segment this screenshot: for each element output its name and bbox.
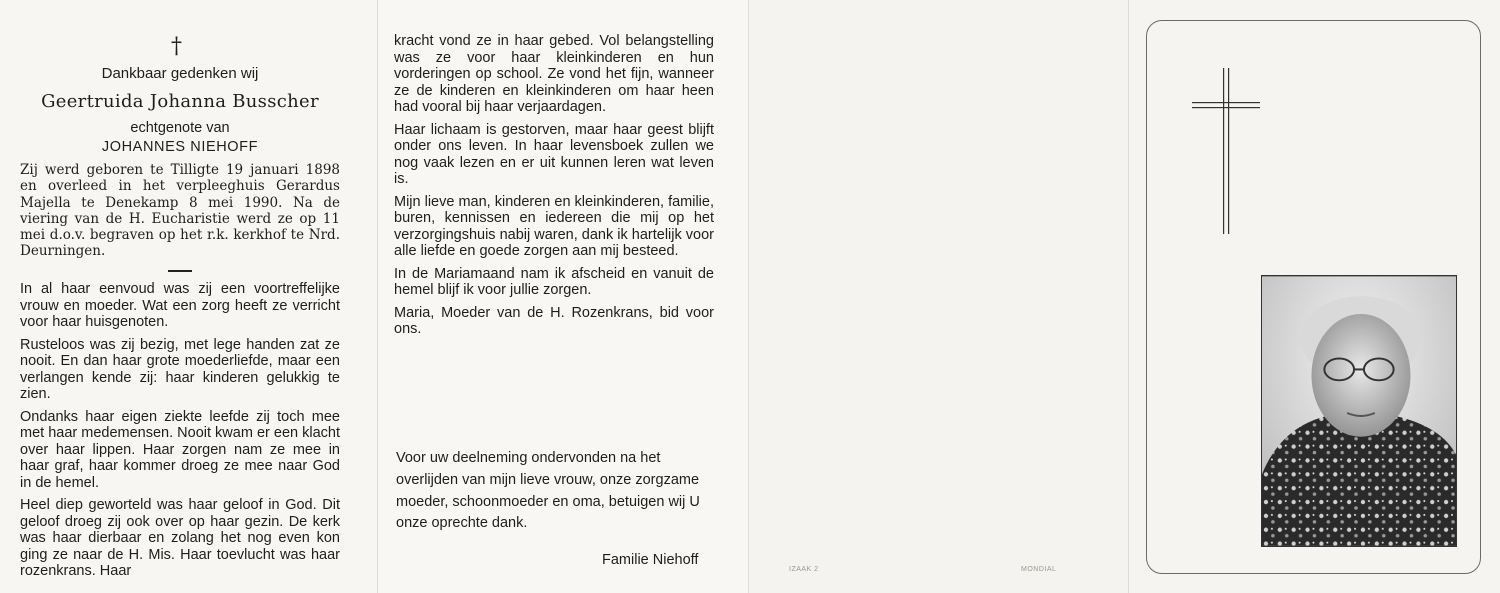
- paragraph: Maria, Moeder van de H. Rozenkrans, bid voor ons.: [394, 304, 714, 337]
- photo-page: [1128, 0, 1500, 593]
- middle-page: [378, 0, 748, 593]
- left-page: [0, 0, 378, 593]
- thanks-text: Voor uw deelneming ondervonden na het overlijden van mijn lieve vrouw, onze zorgzame moeder, schoonmoeder en oma, betuigen wij U onze oprechte dank.: [396, 450, 700, 532]
- back-page: [748, 0, 1128, 593]
- cross-icon: [1192, 68, 1262, 238]
- cross-icon: †: [171, 34, 182, 59]
- paragraph: Haar lichaam is gestorven, maar haar geest blijft onder ons leven. In haar levensboek zullen we nog vaak lezen en er uit kunnen leren wat leven is.: [394, 121, 714, 187]
- spouse-label: echtgenote van: [130, 120, 230, 136]
- paragraph: Rusteloos was zij bezig, met lege handen zat ze nooit. En dan haar grote moederliefde, maar een verlangen kende zij: haar kinderen gelukkig te zien.: [20, 336, 340, 402]
- paragraph: Heel diep geworteld was haar geloof in God. Dit geloof droeg zij ook over op haar gezin. De kerk was haar dierbaar en zolang het nog even kon ging ze naar de H. Mis. Haar toevlucht was haar rozenkrans. Haar: [20, 497, 340, 579]
- paragraph: kracht vond ze in haar gebed. Vol belangstelling was ze voor haar kleinkinderen en hun vorderingen op school. Ze vond het fijn, wanneer ze de kinderen en kleinkinderen om haar heen had vooral bij haar verjaardagen.: [394, 33, 714, 115]
- portrait-photo: [1261, 275, 1457, 547]
- print-mark-right: MONDIAL: [1021, 566, 1057, 573]
- paragraph: In al haar eenvoud was zij een voortreffelijke vrouw en moeder. Wat een zorg heeft ze verricht voor haar huisgenoten.: [20, 281, 340, 330]
- spouse-name: JOHANNES NIEHOFF: [101, 139, 259, 155]
- middle-body-text: [394, 33, 714, 344]
- paragraph: In de Mariamaand nam ik afscheid en vanuit de hemel blijf ik voor jullie zorgen.: [394, 265, 714, 298]
- divider: [168, 270, 192, 272]
- intro-text: Dankbaar gedenken wij: [101, 65, 259, 82]
- paragraph: Mijn lieve man, kinderen en kleinkinderen, familie, buren, kennissen en iedereen die mij op het verzorgingshuis nabij waren, dank ik hartelijk voor alle liefde en goede zorgen aan mij besteed.: [394, 193, 714, 259]
- biography: Zij werd geboren te Tilligte 19 januari 1898 en overleed in het verpleeghuis Gerardus Majella te Denekamp 8 mei 1990. Na de viering van de H. Eucharistie werd ze op 11 mei d.o.v. begraven op het r.k. kerkhof te Nrd. Deurningen.: [20, 162, 340, 260]
- print-mark-left: IZAAK 2: [789, 566, 819, 573]
- left-body-text: [20, 281, 340, 586]
- paragraph: Ondanks haar eigen ziekte leefde zij toch mee met haar medemensen. Nooit kwam er een klacht over haar lippen. Haar zorgen nam ze mee in haar graf, haar kommer droeg ze mee naar God in de hemel.: [20, 408, 340, 491]
- signature: Familie Niehoff: [602, 552, 699, 568]
- deceased-name: Geertruida Johanna Busscher: [41, 91, 319, 112]
